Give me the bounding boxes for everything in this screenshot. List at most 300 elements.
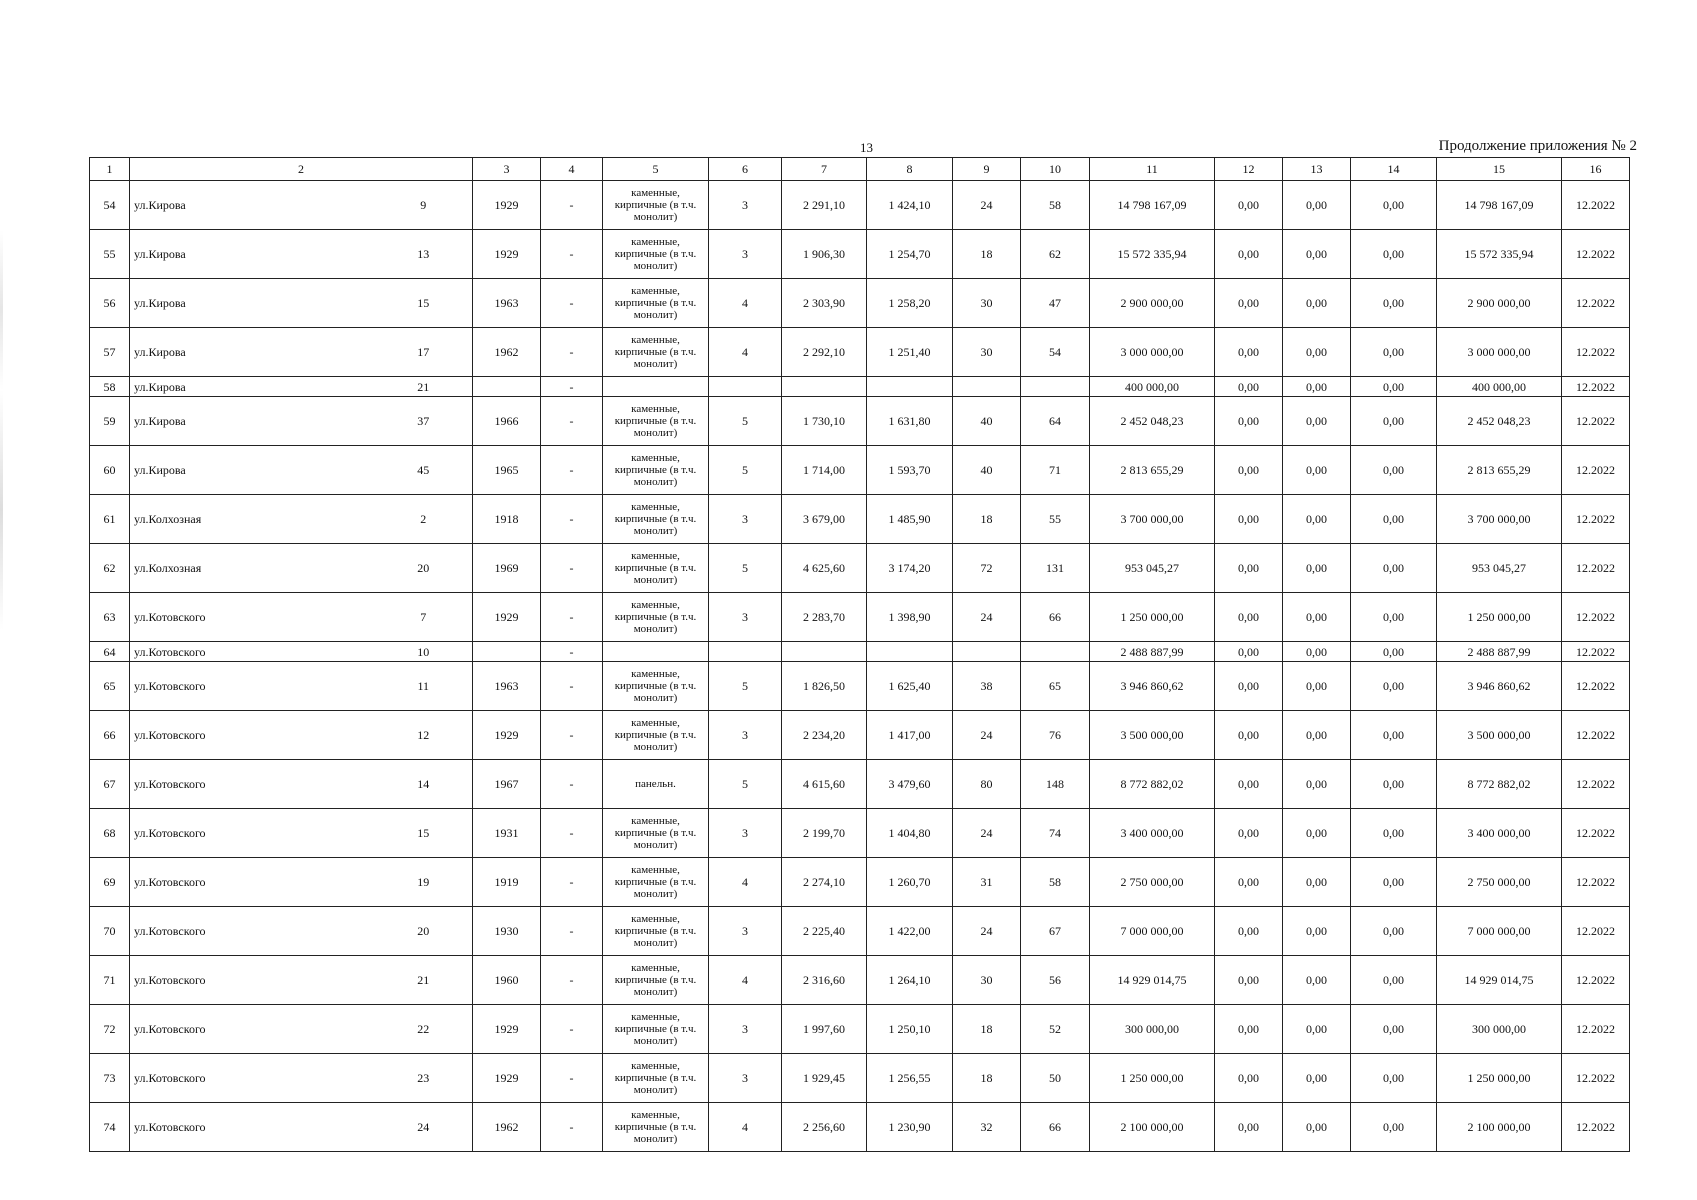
header-cell: 16 <box>1562 158 1630 181</box>
year-cell <box>473 642 541 662</box>
header-cell: 13 <box>1283 158 1351 181</box>
area-living-cell: 1 250,10 <box>867 1005 953 1054</box>
col14-cell: 0,00 <box>1351 181 1437 230</box>
wall-material-cell: каменные, кирпичные (в т.ч. монолит) <box>603 181 709 230</box>
wall-material-cell <box>603 642 709 662</box>
col12-cell: 0,00 <box>1215 1054 1283 1103</box>
house-number-cell: 21 <box>375 956 473 1005</box>
cost-total-cell: 3 946 860,62 <box>1090 662 1215 711</box>
table-row <box>90 230 1630 279</box>
apartments-cell: 18 <box>953 495 1021 544</box>
col13-cell: 0,00 <box>1283 1103 1351 1152</box>
deadline-cell: 12.2022 <box>1562 446 1630 495</box>
header-cell: 4 <box>541 158 603 181</box>
floors-cell: 3 <box>709 593 782 642</box>
col15-cell: 2 100 000,00 <box>1437 1103 1562 1152</box>
apartments-cell: 38 <box>953 662 1021 711</box>
col4-cell: - <box>541 397 603 446</box>
floors-cell: 3 <box>709 809 782 858</box>
apartments-cell: 18 <box>953 1054 1021 1103</box>
cost-total-cell: 2 488 887,99 <box>1090 642 1215 662</box>
col13-cell: 0,00 <box>1283 328 1351 377</box>
wall-material-cell: каменные, кирпичные (в т.ч. монолит) <box>603 956 709 1005</box>
year-cell: 1929 <box>473 711 541 760</box>
cost-total-cell: 1 250 000,00 <box>1090 1054 1215 1103</box>
apartments-cell: 24 <box>953 181 1021 230</box>
house-number-cell: 22 <box>375 1005 473 1054</box>
street-cell: ул.Котовского <box>130 593 375 642</box>
house-number-cell: 15 <box>375 809 473 858</box>
apartments-cell: 40 <box>953 397 1021 446</box>
table-row <box>90 446 1630 495</box>
floors-cell: 4 <box>709 328 782 377</box>
year-cell: 1931 <box>473 809 541 858</box>
col13-cell: 0,00 <box>1283 1005 1351 1054</box>
row-number: 54 <box>90 181 130 230</box>
area-living-cell: 3 479,60 <box>867 760 953 809</box>
col14-cell: 0,00 <box>1351 642 1437 662</box>
table-row <box>90 495 1630 544</box>
area-total-cell: 2 291,10 <box>782 181 867 230</box>
header-cell: 8 <box>867 158 953 181</box>
header-cell: 7 <box>782 158 867 181</box>
floors-cell: 3 <box>709 1054 782 1103</box>
area-living-cell: 1 256,55 <box>867 1054 953 1103</box>
deadline-cell: 12.2022 <box>1562 544 1630 593</box>
apartments-cell: 30 <box>953 956 1021 1005</box>
street-cell: ул.Кирова <box>130 230 375 279</box>
col4-cell: - <box>541 230 603 279</box>
residents-cell: 62 <box>1021 230 1090 279</box>
year-cell: 1969 <box>473 544 541 593</box>
table-row <box>90 1054 1630 1103</box>
col13-cell: 0,00 <box>1283 544 1351 593</box>
year-cell: 1963 <box>473 662 541 711</box>
year-cell: 1967 <box>473 760 541 809</box>
deadline-cell: 12.2022 <box>1562 760 1630 809</box>
area-living-cell <box>867 642 953 662</box>
col14-cell: 0,00 <box>1351 593 1437 642</box>
col13-cell: 0,00 <box>1283 760 1351 809</box>
col4-cell: - <box>541 1054 603 1103</box>
col15-cell: 2 488 887,99 <box>1437 642 1562 662</box>
row-number: 62 <box>90 544 130 593</box>
col4-cell: - <box>541 544 603 593</box>
house-number-cell: 15 <box>375 279 473 328</box>
area-total-cell: 2 199,70 <box>782 809 867 858</box>
apartments-cell: 24 <box>953 907 1021 956</box>
row-number: 56 <box>90 279 130 328</box>
cost-total-cell: 953 045,27 <box>1090 544 1215 593</box>
area-total-cell: 4 625,60 <box>782 544 867 593</box>
col14-cell: 0,00 <box>1351 711 1437 760</box>
col12-cell: 0,00 <box>1215 1005 1283 1054</box>
col12-cell: 0,00 <box>1215 1103 1283 1152</box>
street-cell: ул.Кирова <box>130 279 375 328</box>
table-row <box>90 328 1630 377</box>
col12-cell: 0,00 <box>1215 181 1283 230</box>
wall-material-cell: каменные, кирпичные (в т.ч. монолит) <box>603 279 709 328</box>
house-number-cell: 45 <box>375 446 473 495</box>
floors-cell: 5 <box>709 397 782 446</box>
floors-cell: 5 <box>709 760 782 809</box>
area-living-cell: 1 398,90 <box>867 593 953 642</box>
col13-cell: 0,00 <box>1283 956 1351 1005</box>
house-number-cell: 9 <box>375 181 473 230</box>
col13-cell: 0,00 <box>1283 593 1351 642</box>
floors-cell: 5 <box>709 662 782 711</box>
row-number: 61 <box>90 495 130 544</box>
table-row <box>90 662 1630 711</box>
area-total-cell: 2 256,60 <box>782 1103 867 1152</box>
table-body <box>90 181 1630 1152</box>
col12-cell: 0,00 <box>1215 662 1283 711</box>
cost-total-cell: 1 250 000,00 <box>1090 593 1215 642</box>
cost-total-cell: 2 750 000,00 <box>1090 858 1215 907</box>
apartments-cell: 24 <box>953 809 1021 858</box>
deadline-cell: 12.2022 <box>1562 858 1630 907</box>
floors-cell: 4 <box>709 956 782 1005</box>
residents-cell: 71 <box>1021 446 1090 495</box>
col14-cell: 0,00 <box>1351 662 1437 711</box>
house-number-cell: 11 <box>375 662 473 711</box>
house-number-cell: 23 <box>375 1054 473 1103</box>
deadline-cell: 12.2022 <box>1562 711 1630 760</box>
col14-cell: 0,00 <box>1351 544 1437 593</box>
deadline-cell: 12.2022 <box>1562 230 1630 279</box>
col15-cell: 2 900 000,00 <box>1437 279 1562 328</box>
row-number: 71 <box>90 956 130 1005</box>
table-row <box>90 760 1630 809</box>
residents-cell: 52 <box>1021 1005 1090 1054</box>
col15-cell: 15 572 335,94 <box>1437 230 1562 279</box>
col4-cell: - <box>541 446 603 495</box>
wall-material-cell: панельн. <box>603 760 709 809</box>
col13-cell: 0,00 <box>1283 809 1351 858</box>
floors-cell <box>709 377 782 397</box>
area-total-cell <box>782 642 867 662</box>
house-number-cell: 37 <box>375 397 473 446</box>
header-cell: 9 <box>953 158 1021 181</box>
residents-cell: 54 <box>1021 328 1090 377</box>
residents-cell: 76 <box>1021 711 1090 760</box>
area-living-cell: 1 485,90 <box>867 495 953 544</box>
col15-cell: 2 750 000,00 <box>1437 858 1562 907</box>
floors-cell: 4 <box>709 1103 782 1152</box>
header-cell: 14 <box>1351 158 1437 181</box>
house-number-cell: 13 <box>375 230 473 279</box>
wall-material-cell: каменные, кирпичные (в т.ч. монолит) <box>603 662 709 711</box>
row-number: 58 <box>90 377 130 397</box>
header-cell: 15 <box>1437 158 1562 181</box>
deadline-cell: 12.2022 <box>1562 809 1630 858</box>
table-row <box>90 593 1630 642</box>
street-cell: ул.Котовского <box>130 809 375 858</box>
col12-cell: 0,00 <box>1215 642 1283 662</box>
street-cell: ул.Котовского <box>130 642 375 662</box>
residents-cell: 55 <box>1021 495 1090 544</box>
row-number: 59 <box>90 397 130 446</box>
page-number: 13 <box>860 140 873 155</box>
house-number-cell: 20 <box>375 907 473 956</box>
col13-cell: 0,00 <box>1283 279 1351 328</box>
col15-cell: 8 772 882,02 <box>1437 760 1562 809</box>
cost-total-cell: 2 452 048,23 <box>1090 397 1215 446</box>
col12-cell: 0,00 <box>1215 230 1283 279</box>
deadline-cell: 12.2022 <box>1562 495 1630 544</box>
area-total-cell: 1 929,45 <box>782 1054 867 1103</box>
year-cell: 1960 <box>473 956 541 1005</box>
cost-total-cell: 3 400 000,00 <box>1090 809 1215 858</box>
table-row <box>90 397 1630 446</box>
apartments-cell: 30 <box>953 279 1021 328</box>
apartments-cell: 72 <box>953 544 1021 593</box>
apartments-cell: 30 <box>953 328 1021 377</box>
col13-cell: 0,00 <box>1283 230 1351 279</box>
year-cell: 1919 <box>473 858 541 907</box>
col14-cell: 0,00 <box>1351 446 1437 495</box>
area-living-cell: 3 174,20 <box>867 544 953 593</box>
row-number: 63 <box>90 593 130 642</box>
year-cell: 1918 <box>473 495 541 544</box>
floors-cell: 3 <box>709 907 782 956</box>
header-cell: 5 <box>603 158 709 181</box>
apartments-cell: 18 <box>953 230 1021 279</box>
street-cell: ул.Кирова <box>130 446 375 495</box>
deadline-cell: 12.2022 <box>1562 1005 1630 1054</box>
area-living-cell: 1 230,90 <box>867 1103 953 1152</box>
residents-cell: 47 <box>1021 279 1090 328</box>
cost-total-cell: 2 100 000,00 <box>1090 1103 1215 1152</box>
area-total-cell: 2 283,70 <box>782 593 867 642</box>
wall-material-cell: каменные, кирпичные (в т.ч. монолит) <box>603 328 709 377</box>
col4-cell: - <box>541 662 603 711</box>
row-number: 73 <box>90 1054 130 1103</box>
residents-cell: 50 <box>1021 1054 1090 1103</box>
header-cell: 2 <box>130 158 473 181</box>
year-cell: 1965 <box>473 446 541 495</box>
col12-cell: 0,00 <box>1215 279 1283 328</box>
col14-cell: 0,00 <box>1351 328 1437 377</box>
cost-total-cell: 7 000 000,00 <box>1090 907 1215 956</box>
deadline-cell: 12.2022 <box>1562 328 1630 377</box>
area-total-cell: 1 906,30 <box>782 230 867 279</box>
row-number: 64 <box>90 642 130 662</box>
col12-cell: 0,00 <box>1215 858 1283 907</box>
apartments-cell: 18 <box>953 1005 1021 1054</box>
col13-cell: 0,00 <box>1283 377 1351 397</box>
table-row <box>90 711 1630 760</box>
area-living-cell: 1 593,70 <box>867 446 953 495</box>
col12-cell: 0,00 <box>1215 593 1283 642</box>
area-total-cell: 1 714,00 <box>782 446 867 495</box>
col13-cell: 0,00 <box>1283 711 1351 760</box>
col15-cell: 3 000 000,00 <box>1437 328 1562 377</box>
year-cell: 1962 <box>473 328 541 377</box>
house-number-cell: 12 <box>375 711 473 760</box>
deadline-cell: 12.2022 <box>1562 593 1630 642</box>
col14-cell: 0,00 <box>1351 495 1437 544</box>
col15-cell: 2 813 655,29 <box>1437 446 1562 495</box>
deadline-cell: 12.2022 <box>1562 956 1630 1005</box>
residents-cell <box>1021 642 1090 662</box>
cost-total-cell: 14 929 014,75 <box>1090 956 1215 1005</box>
area-living-cell: 1 424,10 <box>867 181 953 230</box>
street-cell: ул.Котовского <box>130 711 375 760</box>
col4-cell: - <box>541 377 603 397</box>
area-living-cell: 1 251,40 <box>867 328 953 377</box>
floors-cell <box>709 642 782 662</box>
col4-cell: - <box>541 809 603 858</box>
col15-cell: 14 929 014,75 <box>1437 956 1562 1005</box>
table-row <box>90 956 1630 1005</box>
floors-cell: 3 <box>709 1005 782 1054</box>
area-living-cell: 1 258,20 <box>867 279 953 328</box>
wall-material-cell: каменные, кирпичные (в т.ч. монолит) <box>603 544 709 593</box>
cost-total-cell: 400 000,00 <box>1090 377 1215 397</box>
cost-total-cell: 15 572 335,94 <box>1090 230 1215 279</box>
col13-cell: 0,00 <box>1283 495 1351 544</box>
col4-cell: - <box>541 907 603 956</box>
header-cell: 10 <box>1021 158 1090 181</box>
street-cell: ул.Колхозная <box>130 495 375 544</box>
wall-material-cell: каменные, кирпичные (в т.ч. монолит) <box>603 1103 709 1152</box>
col15-cell: 14 798 167,09 <box>1437 181 1562 230</box>
col14-cell: 0,00 <box>1351 809 1437 858</box>
deadline-cell: 12.2022 <box>1562 279 1630 328</box>
row-number: 66 <box>90 711 130 760</box>
col13-cell: 0,00 <box>1283 642 1351 662</box>
col12-cell: 0,00 <box>1215 760 1283 809</box>
col14-cell: 0,00 <box>1351 1005 1437 1054</box>
col14-cell: 0,00 <box>1351 907 1437 956</box>
col13-cell: 0,00 <box>1283 858 1351 907</box>
year-cell: 1929 <box>473 593 541 642</box>
wall-material-cell <box>603 377 709 397</box>
wall-material-cell: каменные, кирпичные (в т.ч. монолит) <box>603 593 709 642</box>
wall-material-cell: каменные, кирпичные (в т.ч. монолит) <box>603 446 709 495</box>
residents-cell: 131 <box>1021 544 1090 593</box>
street-cell: ул.Кирова <box>130 181 375 230</box>
floors-cell: 3 <box>709 495 782 544</box>
residents-cell: 66 <box>1021 1103 1090 1152</box>
area-total-cell: 2 274,10 <box>782 858 867 907</box>
house-number-cell: 20 <box>375 544 473 593</box>
col15-cell: 3 946 860,62 <box>1437 662 1562 711</box>
area-living-cell: 1 404,80 <box>867 809 953 858</box>
col4-cell: - <box>541 1005 603 1054</box>
row-number: 69 <box>90 858 130 907</box>
residents-cell <box>1021 377 1090 397</box>
row-number: 55 <box>90 230 130 279</box>
area-total-cell: 2 225,40 <box>782 907 867 956</box>
col14-cell: 0,00 <box>1351 858 1437 907</box>
col12-cell: 0,00 <box>1215 328 1283 377</box>
floors-cell: 4 <box>709 858 782 907</box>
col4-cell: - <box>541 858 603 907</box>
house-number-cell: 2 <box>375 495 473 544</box>
cost-total-cell: 300 000,00 <box>1090 1005 1215 1054</box>
col15-cell: 7 000 000,00 <box>1437 907 1562 956</box>
cost-total-cell: 2 900 000,00 <box>1090 279 1215 328</box>
col13-cell: 0,00 <box>1283 181 1351 230</box>
area-total-cell: 2 234,20 <box>782 711 867 760</box>
apartments-cell: 32 <box>953 1103 1021 1152</box>
table-row <box>90 907 1630 956</box>
table-row <box>90 181 1630 230</box>
col15-cell: 2 452 048,23 <box>1437 397 1562 446</box>
col12-cell: 0,00 <box>1215 397 1283 446</box>
wall-material-cell: каменные, кирпичные (в т.ч. монолит) <box>603 230 709 279</box>
cost-total-cell: 14 798 167,09 <box>1090 181 1215 230</box>
deadline-cell: 12.2022 <box>1562 907 1630 956</box>
house-number-cell: 10 <box>375 642 473 662</box>
col15-cell: 1 250 000,00 <box>1437 593 1562 642</box>
area-total-cell: 1 730,10 <box>782 397 867 446</box>
wall-material-cell: каменные, кирпичные (в т.ч. монолит) <box>603 809 709 858</box>
street-cell: ул.Кирова <box>130 377 375 397</box>
col12-cell: 0,00 <box>1215 809 1283 858</box>
apartments-cell <box>953 642 1021 662</box>
area-total-cell: 1 997,60 <box>782 1005 867 1054</box>
floors-cell: 3 <box>709 230 782 279</box>
col14-cell: 0,00 <box>1351 1103 1437 1152</box>
residents-cell: 148 <box>1021 760 1090 809</box>
table-row <box>90 279 1630 328</box>
col15-cell: 3 400 000,00 <box>1437 809 1562 858</box>
row-number: 72 <box>90 1005 130 1054</box>
table-row <box>90 1005 1630 1054</box>
col15-cell: 400 000,00 <box>1437 377 1562 397</box>
floors-cell: 4 <box>709 279 782 328</box>
area-total-cell: 2 316,60 <box>782 956 867 1005</box>
col13-cell: 0,00 <box>1283 662 1351 711</box>
street-cell: ул.Котовского <box>130 1005 375 1054</box>
wall-material-cell: каменные, кирпичные (в т.ч. монолит) <box>603 907 709 956</box>
year-cell: 1966 <box>473 397 541 446</box>
header-cell: 1 <box>90 158 130 181</box>
year-cell: 1930 <box>473 907 541 956</box>
apartments-cell: 31 <box>953 858 1021 907</box>
col4-cell: - <box>541 956 603 1005</box>
header-cell: 6 <box>709 158 782 181</box>
house-number-cell: 21 <box>375 377 473 397</box>
street-cell: ул.Котовского <box>130 956 375 1005</box>
year-cell: 1929 <box>473 181 541 230</box>
col14-cell: 0,00 <box>1351 377 1437 397</box>
street-cell: ул.Колхозная <box>130 544 375 593</box>
area-total-cell <box>782 377 867 397</box>
col4-cell: - <box>541 1103 603 1152</box>
col4-cell: - <box>541 181 603 230</box>
col15-cell: 300 000,00 <box>1437 1005 1562 1054</box>
street-cell: ул.Котовского <box>130 907 375 956</box>
residents-cell: 64 <box>1021 397 1090 446</box>
deadline-cell: 12.2022 <box>1562 1054 1630 1103</box>
year-cell: 1929 <box>473 1054 541 1103</box>
residents-cell: 67 <box>1021 907 1090 956</box>
col12-cell: 0,00 <box>1215 711 1283 760</box>
wall-material-cell: каменные, кирпичные (в т.ч. монолит) <box>603 1005 709 1054</box>
wall-material-cell: каменные, кирпичные (в т.ч. монолит) <box>603 495 709 544</box>
residents-cell: 58 <box>1021 181 1090 230</box>
area-total-cell: 2 303,90 <box>782 279 867 328</box>
cost-total-cell: 2 813 655,29 <box>1090 446 1215 495</box>
col13-cell: 0,00 <box>1283 907 1351 956</box>
col12-cell: 0,00 <box>1215 907 1283 956</box>
area-living-cell: 1 422,00 <box>867 907 953 956</box>
wall-material-cell: каменные, кирпичные (в т.ч. монолит) <box>603 858 709 907</box>
